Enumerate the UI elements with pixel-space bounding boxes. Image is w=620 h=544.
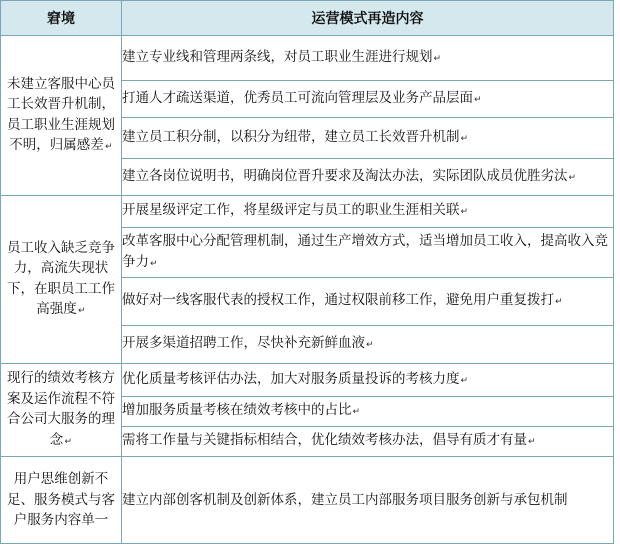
reform-text: 需将工作量与关键指标相结合，优化绩效考核办法，倡导有质才有量: [122, 432, 527, 448]
reform-cell: [122, 397, 614, 427]
paragraph-mark-icon: ↵: [366, 340, 374, 350]
reform-text: 建立员工积分制，以积分为纽带，建立员工长效晋升机制: [122, 128, 460, 145]
dilemma-cell: [1, 457, 122, 544]
paragraph-mark-icon: ↵: [64, 436, 73, 447]
reform-cell: [122, 326, 614, 364]
reform-cell: [122, 278, 614, 326]
paragraph-mark-icon: ↵: [474, 94, 482, 105]
header-row: [1, 1, 614, 36]
paragraph-mark-icon: ↵: [460, 375, 469, 386]
reform-text: 开展多渠道招聘工作，尽快补充新鲜血液: [122, 335, 365, 351]
table-row: [1, 364, 614, 397]
dilemma-cell: [1, 36, 122, 196]
paragraph-mark-icon: ↵: [77, 306, 86, 316]
dilemma-text: 用户思维创新不足、服务模式与客户服务内容单一: [7, 471, 115, 529]
reform-cell: [122, 457, 614, 544]
reform-cell: [122, 364, 614, 397]
reform-text: 开展星级评定工作，将星级评定与员工的职业生涯相关联: [122, 202, 460, 218]
reform-cell: [122, 118, 614, 159]
dilemma-text: 现行的绩效考核方案及运作流程不符合公司大服务的理念: [7, 370, 115, 448]
reform-cell: [122, 159, 614, 196]
reform-text: 改革客服中心分配管理机制，通过生产增效方式，适当增加员工收入，提高收入竞争力: [122, 232, 608, 270]
paragraph-mark-icon: ↵: [433, 53, 442, 64]
dilemma-cell: [1, 196, 122, 364]
paragraph-mark-icon: ↵: [568, 172, 577, 183]
reform-text: 做好对一线客服代表的授权工作，通过权限前移工作，避免用户重复拨打: [122, 292, 554, 308]
reform-text: 增加服务质量考核在绩效考核中的占比: [122, 402, 352, 418]
reform-cell: [122, 427, 614, 457]
reform-cell: [122, 81, 614, 118]
table-row: [1, 36, 614, 81]
paragraph-mark-icon: ↵: [528, 437, 536, 447]
header-dilemma: 窘境: [1, 1, 122, 36]
dilemma-cell: [1, 364, 122, 457]
reform-text: 建立内部创客机制及创新体系，建立员工内部服务项目服务创新与承包机制: [122, 491, 568, 508]
paragraph-mark-icon: ↵: [555, 297, 563, 307]
paragraph-mark-icon: ↵: [460, 133, 469, 144]
table-row: [1, 457, 614, 544]
reform-cell: [122, 196, 614, 228]
reform-text: 优化质量考核评估办法，加大对服务质量投诉的考核力度: [122, 370, 460, 387]
reform-text: 打通人才疏送渠道，优秀员工可流向管理层及业务产品层面: [122, 89, 473, 106]
paragraph-mark-icon: ↵: [460, 207, 469, 217]
reform-cell: [122, 36, 614, 81]
table-row: [1, 196, 614, 228]
reform-cell: [122, 228, 614, 278]
reform-text: 建立各岗位说明书，明确岗位晋升要求及淘汰办法，实际团队成员优胜劣汰: [122, 167, 568, 184]
dilemma-text: 未建立客服中心员工长效晋升机制，员工职业生涯规划不明，归属感差: [7, 75, 115, 153]
header-reform-content: 运营模式再造内容: [122, 1, 614, 36]
paragraph-mark-icon: ↵: [352, 407, 361, 417]
paragraph-mark-icon: ↵: [104, 142, 113, 152]
reform-text: 建立专业线和管理两条线，对员工职业生涯进行规划: [122, 48, 433, 65]
paragraph-mark-icon: ↵: [150, 258, 158, 269]
dilemma-text: 员工收入缺乏竞争力，高流失现状下，在职员工工作高强度: [7, 239, 115, 317]
